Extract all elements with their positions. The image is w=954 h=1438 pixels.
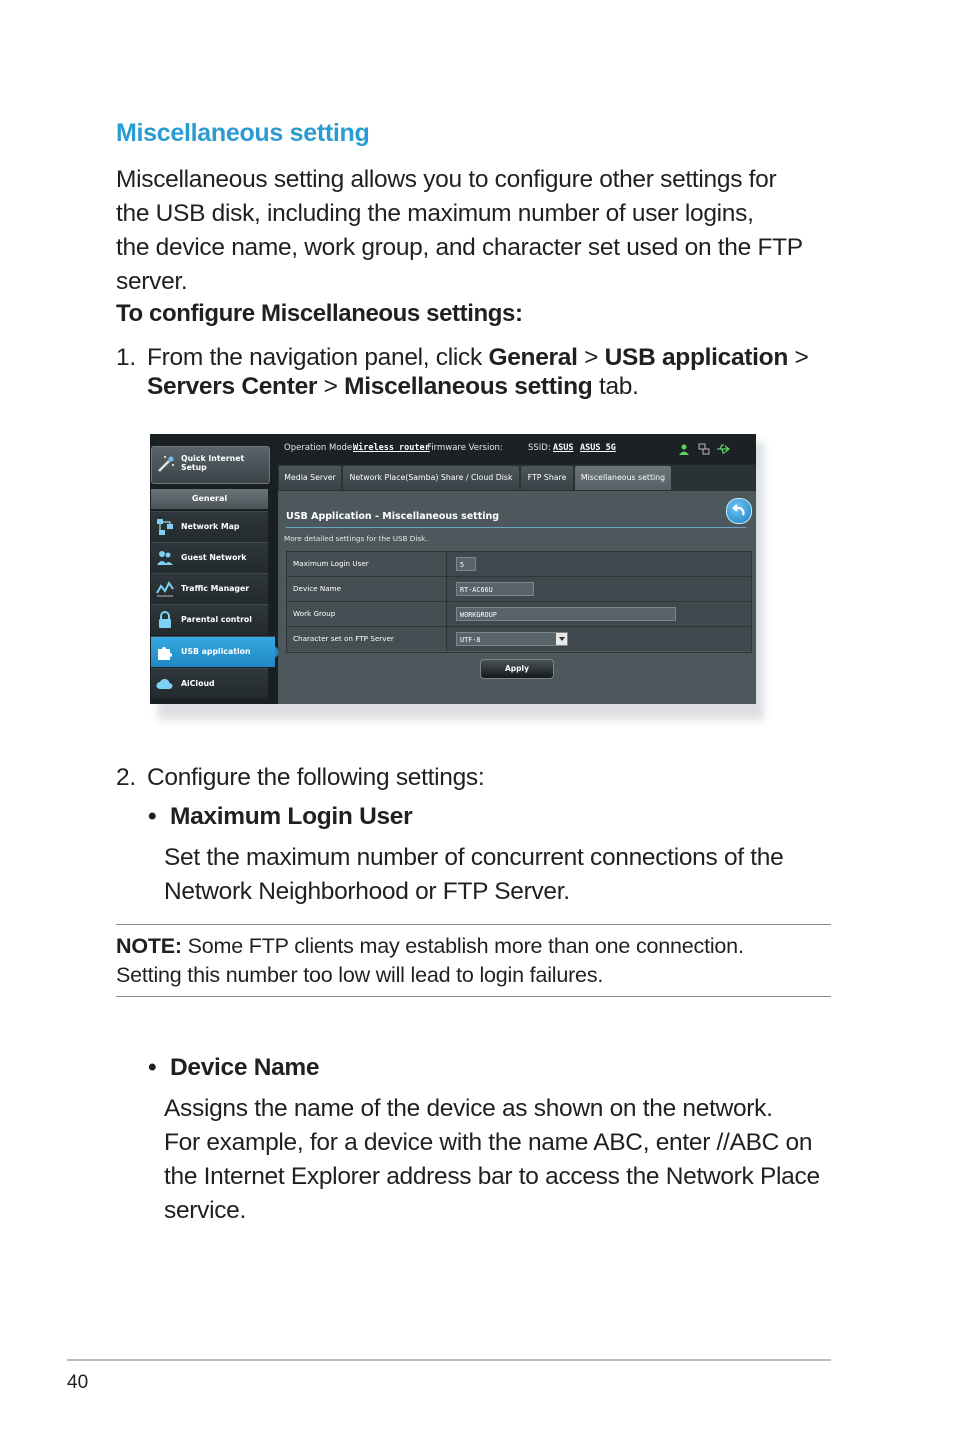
note-label: NOTE: [116,934,182,958]
sidebar-item-usb-application[interactable]: USB application [151,636,275,667]
tab-miscellaneous-setting[interactable]: Miscellaneous setting [575,466,671,490]
router-screenshot [150,434,756,704]
router-sidebar [150,434,278,704]
intro-line: Miscellaneous setting allows you to configure other settings for [116,166,777,193]
back-button[interactable] [726,498,752,524]
row-label: Device Name [287,577,447,601]
section-heading: Miscellaneous setting [116,119,370,147]
tab-media-server[interactable]: Media Server [279,466,341,490]
footer-rule [67,1359,831,1361]
sidebar-item-parental-control[interactable]: Parental control [151,604,268,635]
ssid-link-1[interactable]: ASUS [553,443,574,453]
traffic-manager-icon [156,580,174,598]
note-top-rule [116,924,831,925]
operation-mode-link[interactable]: Wireless router [353,443,430,453]
content-title: USB Application - Miscellaneous setting [286,511,500,522]
content-divider [286,527,746,528]
sidebar-item-aicloud[interactable]: AiCloud [151,668,268,699]
apply-button[interactable]: Apply [480,659,554,679]
network-map-icon [156,518,174,536]
page-number: 40 [67,1372,89,1393]
table-row [287,627,751,651]
intro-paragraph [116,163,836,299]
general-header: General [151,489,268,509]
table-row [287,602,751,627]
guest-network-icon [156,549,174,567]
row-label: Maximum Login User [287,552,447,576]
sidebar-item-network-map[interactable]: Network Map [151,511,268,542]
row-label: Work Group [287,602,447,626]
quick-setup-label: Quick Internet Setup [181,454,245,472]
lock-icon [156,611,174,629]
max-login-user-input[interactable]: 5 [456,557,476,571]
table-row [287,552,751,577]
cloud-icon [156,675,174,693]
settings-table [286,551,752,653]
content-description: More detailed settings for the USB Disk. [284,534,428,543]
procedure-subheading: To configure Miscellaneous settings: [116,300,523,327]
step-1-line-2: Servers Center > Miscellaneous setting tab. [147,373,639,400]
operation-mode-label: Operation Mode: [284,443,356,453]
bullet-dot: • [148,1054,157,1081]
character-set-select[interactable]: UTF-8 [456,632,568,646]
ssid-label: SSID: [528,443,551,453]
quick-internet-setup-button[interactable] [151,446,270,484]
router-topbar [278,434,756,464]
bullet-description: Set the maximum number of concurrent connections of the Network Neighborhood or FTP Server. [164,844,784,905]
network-status-icon[interactable] [698,443,710,455]
intro-line: server. [116,268,188,295]
intro-line: the device name, work group, and character set used on the FTP [116,234,803,261]
bullet-dot: • [148,803,157,830]
row-label: Character set on FTP Server [287,627,447,651]
sidebar-item-traffic-manager[interactable]: Traffic Manager [151,573,268,604]
usb-icon[interactable] [716,443,730,455]
router-tabs [278,465,756,491]
bullet-title: Device Name [170,1054,320,1081]
step-2-text: Configure the following settings: [147,764,485,791]
sidebar-item-guest-network[interactable]: Guest Network [151,542,268,573]
intro-line: the USB disk, including the maximum number of user logins, [116,200,754,227]
router-content-panel [278,491,756,704]
table-row [287,577,751,602]
puzzle-icon [156,643,174,661]
ssid-link-2[interactable]: ASUS_5G [580,443,616,453]
note-box: NOTE: Some FTP clients may establish more than one connection. Setting this number too low will lead to login failures. [116,934,744,987]
firmware-version-label: Firmware Version: [427,443,503,453]
step-1-line-1: From the navigation panel, click General > USB application > [147,344,809,371]
back-arrow-icon [727,499,751,523]
step-number: 1. [116,344,136,371]
work-group-input[interactable]: WORKGROUP [456,607,676,621]
step-number: 2. [116,764,136,791]
tab-network-place[interactable]: Network Place(Samba) Share / Cloud Disk [343,466,519,490]
magic-wand-icon [156,454,176,474]
device-name-input[interactable]: RT-AC66U [456,582,534,596]
bullet-title: Maximum Login User [170,803,413,830]
chevron-down-icon [556,633,567,645]
tab-ftp-share[interactable]: FTP Share [521,466,573,490]
note-bottom-rule [116,996,831,997]
bullet-description: Assigns the name of the device as shown on the network. For example, for a device with the name ABC, enter //ABC on the Internet Explorer address bar to access the Network Place service. [164,1095,820,1224]
user-status-icon[interactable] [678,443,690,455]
